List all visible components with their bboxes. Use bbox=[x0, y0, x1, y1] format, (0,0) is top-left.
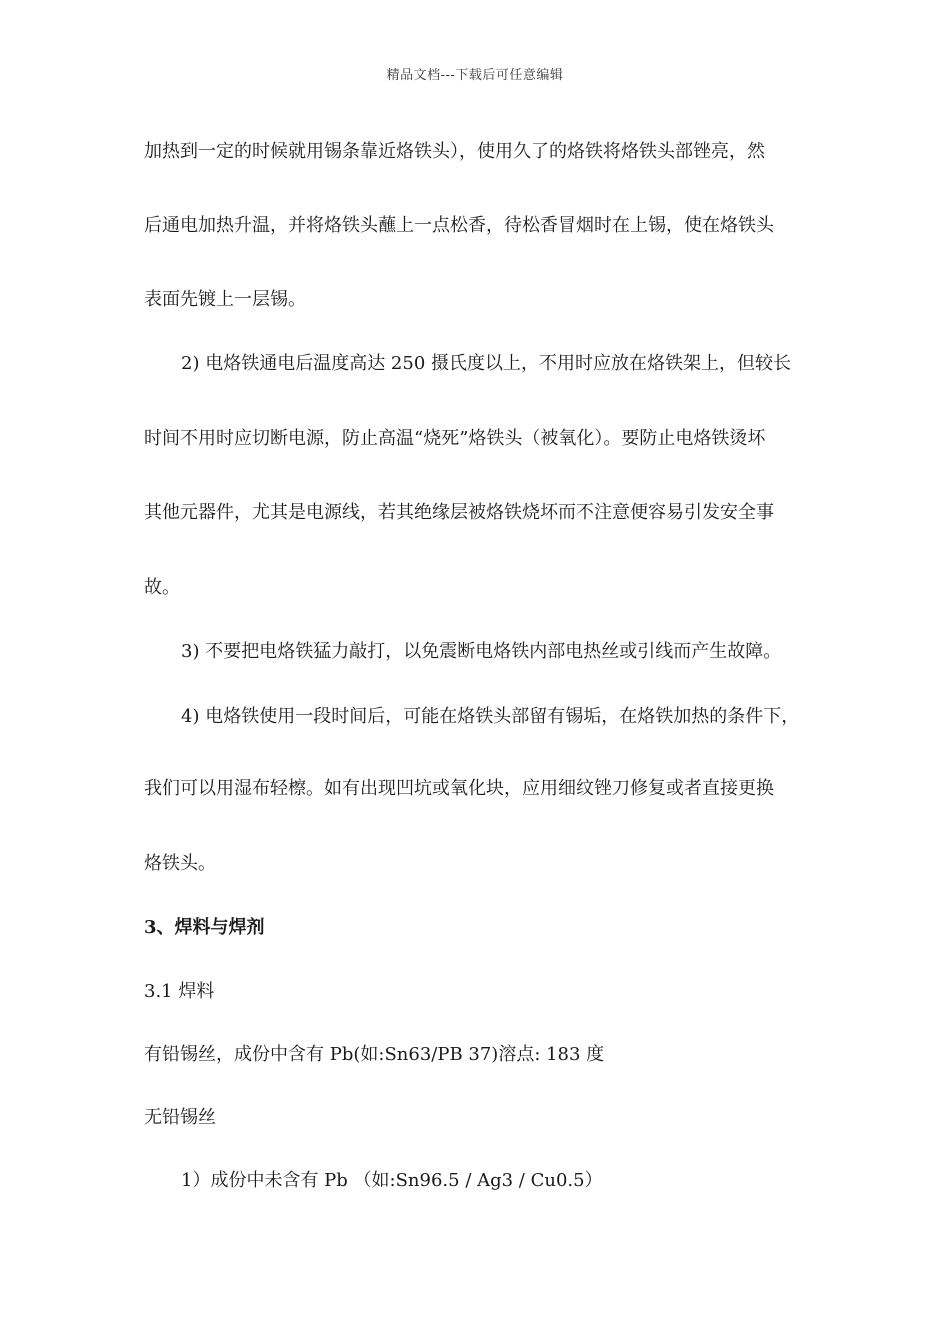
paragraph-line: 故。 bbox=[144, 577, 180, 598]
paragraph-line: 2) 电烙铁通电后温度高达 250 摄氏度以上，不用时应放在烙铁架上，但较长 bbox=[181, 353, 791, 374]
paragraph-line: 无铅锡丝 bbox=[144, 1107, 216, 1128]
paragraph-line: 我们可以用湿布轻檫。如有出现凹坑或氧化块，应用细纹锉刀修复或者直接更换 bbox=[144, 778, 774, 799]
paragraph-line: 4) 电烙铁使用一段时间后，可能在烙铁头部留有锡垢，在烙铁加热的条件下， bbox=[181, 706, 800, 727]
subsection-heading: 3.1 焊料 bbox=[144, 981, 215, 1002]
page-header: 精品文档---下载后可任意编辑 bbox=[386, 68, 564, 83]
paragraph-line: 烙铁头。 bbox=[144, 853, 216, 874]
paragraph-line: 其他元器件，尤其是电源线，若其绝缘层被烙铁烧坏而不注意便容易引发安全事 bbox=[144, 502, 774, 523]
paragraph-line: 3) 不要把电烙铁猛力敲打，以免震断电烙铁内部电热丝或引线而产生故障。 bbox=[181, 641, 782, 662]
section-heading: 3、焊料与焊剂 bbox=[144, 917, 265, 938]
paragraph-line: 加热到一定的时候就用锡条靠近烙铁头），使用久了的烙铁将烙铁头部锉亮，然 bbox=[144, 141, 765, 162]
list-item: 1）成份中未含有 Pb （如:Sn96.5 / Ag3 / Cu0.5） bbox=[181, 1170, 603, 1191]
paragraph-line: 后通电加热升温，并将烙铁头蘸上一点松香，待松香冒烟时在上锡，使在烙铁头 bbox=[144, 215, 774, 236]
paragraph-line: 表面先镀上一层锡。 bbox=[144, 289, 306, 310]
paragraph-line: 时间不用时应切断电源，防止高温“烧死”烙铁头（被氧化）。要防止电烙铁烫坏 bbox=[144, 428, 766, 449]
paragraph-line: 有铅锡丝，成份中含有 Pb(如:Sn63/PB 37)溶点: 183 度 bbox=[144, 1044, 605, 1065]
